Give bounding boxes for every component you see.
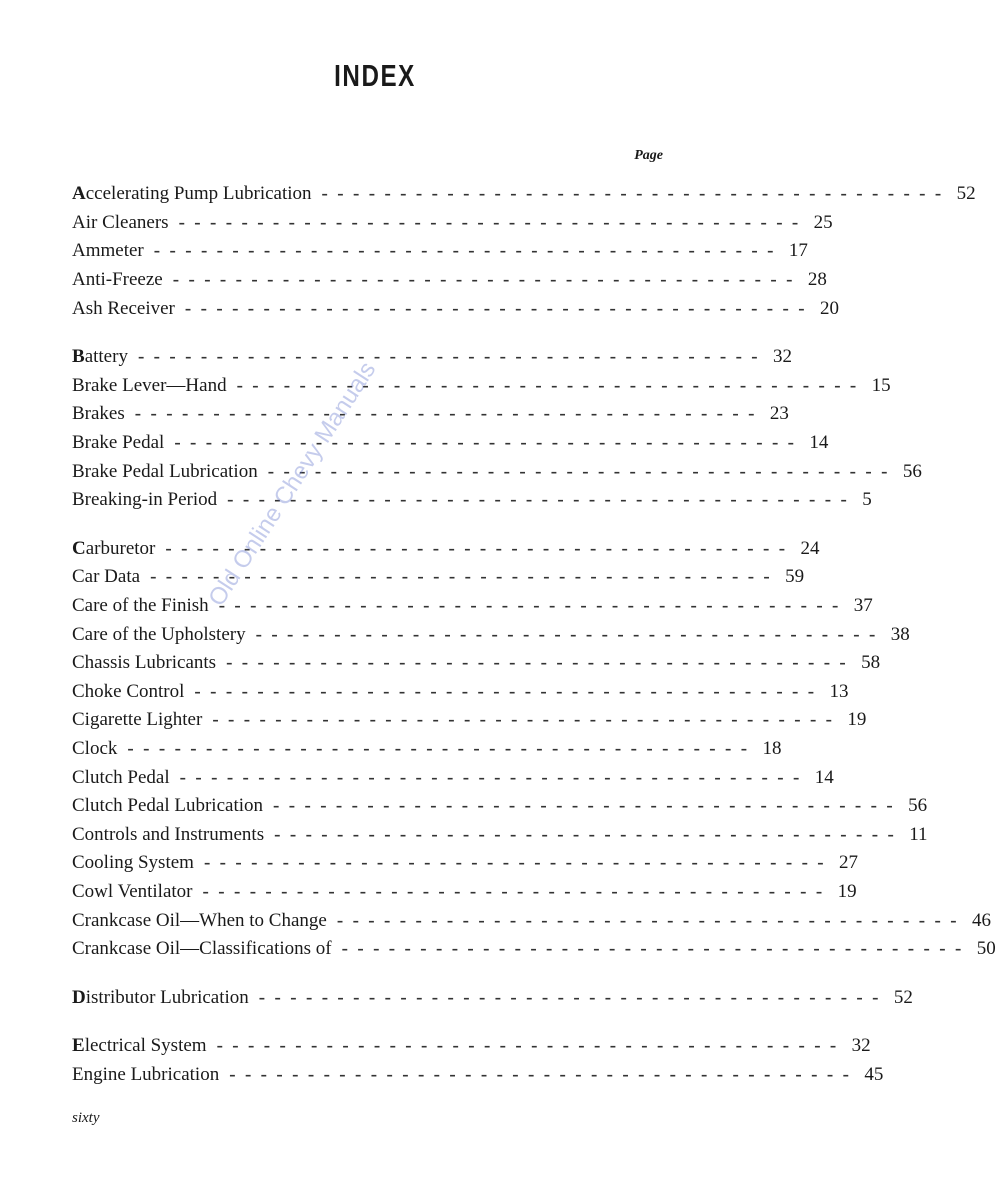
index-entry bbox=[72, 849, 859, 878]
entry-label: Carburetor bbox=[72, 537, 156, 559]
dot-leader: ---------------------------------------- bbox=[227, 489, 857, 511]
entry-label: Cooling System bbox=[72, 852, 194, 874]
index-entry bbox=[72, 457, 922, 486]
index-entry bbox=[72, 429, 829, 458]
page-column-header: Page bbox=[634, 148, 663, 163]
watermark: Old Online Chevy Manuals bbox=[203, 356, 382, 612]
dot-leader: ---------------------------------------- bbox=[255, 623, 885, 645]
index-entry bbox=[72, 266, 827, 295]
entry-label: Ammeter bbox=[72, 240, 144, 262]
dot-leader: ---------------------------------------- bbox=[137, 346, 768, 368]
entry-label: Choke Control bbox=[72, 680, 185, 702]
dot-leader: ---------------------------------------- bbox=[202, 880, 832, 902]
entry-page: 20 bbox=[819, 297, 839, 319]
entry-page: 38 bbox=[890, 623, 910, 645]
index-entry bbox=[72, 209, 833, 238]
entry-page: 14 bbox=[809, 432, 829, 454]
index-entry bbox=[72, 400, 789, 429]
index-entry bbox=[72, 180, 976, 209]
index-entry bbox=[72, 649, 881, 678]
index-entry bbox=[72, 735, 782, 764]
entry-label: Brake Pedal bbox=[72, 432, 165, 454]
entry-page: 15 bbox=[871, 374, 891, 396]
entry-label: Crankcase Oil—When to Change bbox=[72, 909, 327, 931]
entry-page: 27 bbox=[839, 852, 859, 874]
dot-leader: ---------------------------------------- bbox=[321, 183, 951, 205]
entry-label: Air Cleaners bbox=[72, 211, 169, 233]
entry-label: Battery bbox=[72, 346, 128, 368]
entry-label: Brakes bbox=[72, 403, 125, 425]
entry-page: 32 bbox=[851, 1035, 871, 1057]
index-entry bbox=[72, 563, 805, 592]
index-entry bbox=[72, 820, 928, 849]
index-entry bbox=[72, 1061, 884, 1090]
entry-label: Cowl Ventilator bbox=[72, 880, 193, 902]
entry-label: Clutch Pedal bbox=[72, 766, 170, 788]
dot-leader: ---------------------------------------- bbox=[258, 986, 888, 1008]
dot-leader: ---------------------------------------- bbox=[179, 766, 809, 788]
entry-label: Care of the Finish bbox=[72, 595, 209, 617]
entry-label: Breaking-in Period bbox=[72, 489, 218, 511]
page-title: INDEX bbox=[334, 58, 416, 93]
dot-leader: ---------------------------------------- bbox=[229, 1063, 859, 1085]
entry-page: 37 bbox=[853, 595, 873, 617]
entry-page: 25 bbox=[813, 211, 833, 233]
entry-page: 46 bbox=[971, 909, 991, 931]
dot-leader: ---------------------------------------- bbox=[236, 374, 866, 396]
dot-leader: ---------------------------------------- bbox=[216, 1035, 846, 1057]
index-entry bbox=[72, 935, 996, 964]
entry-label: Clock bbox=[72, 737, 118, 759]
entry-page: 59 bbox=[785, 566, 805, 588]
index-list bbox=[72, 180, 996, 1109]
dot-leader: ---------------------------------------- bbox=[178, 211, 808, 233]
dot-leader: ---------------------------------------- bbox=[212, 709, 842, 731]
entry-page: 19 bbox=[837, 880, 857, 902]
entry-page: 23 bbox=[769, 403, 789, 425]
entry-page: 56 bbox=[908, 795, 928, 817]
index-entry bbox=[72, 792, 928, 821]
index-entry bbox=[72, 906, 991, 935]
index-group bbox=[72, 1032, 884, 1089]
index-entry bbox=[72, 1032, 871, 1061]
entry-page: 45 bbox=[864, 1063, 884, 1085]
entry-page: 17 bbox=[788, 240, 808, 262]
dot-leader: ---------------------------------------- bbox=[226, 652, 856, 674]
dot-leader: ---------------------------------------- bbox=[134, 403, 764, 425]
page-number-footer: sixty bbox=[72, 1110, 100, 1126]
index-entry bbox=[72, 706, 867, 735]
dot-leader: ---------------------------------------- bbox=[218, 595, 848, 617]
entry-label: Electrical System bbox=[72, 1035, 207, 1057]
index-entry bbox=[72, 592, 873, 621]
entry-page: 32 bbox=[773, 346, 793, 368]
dot-leader: ---------------------------------------- bbox=[165, 537, 795, 559]
entry-page: 52 bbox=[956, 183, 976, 205]
dot-leader: ---------------------------------------- bbox=[153, 240, 783, 262]
dot-leader: ---------------------------------------- bbox=[127, 737, 757, 759]
entry-page: 5 bbox=[862, 489, 872, 511]
dot-leader: ---------------------------------------- bbox=[341, 938, 971, 960]
entry-label: Anti-Freeze bbox=[72, 269, 163, 291]
entry-page: 14 bbox=[814, 766, 834, 788]
dot-leader: ---------------------------------------- bbox=[172, 269, 802, 291]
entry-page: 18 bbox=[762, 737, 782, 759]
dot-leader: ---------------------------------------- bbox=[194, 680, 824, 702]
entry-label: Chassis Lubricants bbox=[72, 652, 217, 674]
index-entry bbox=[72, 486, 872, 515]
entry-page: 11 bbox=[909, 823, 928, 845]
index-entry bbox=[72, 678, 849, 707]
entry-label: Controls and Instruments bbox=[72, 823, 265, 845]
entry-page: 52 bbox=[893, 986, 913, 1008]
entry-label: Engine Lubrication bbox=[72, 1063, 220, 1085]
index-group bbox=[72, 535, 996, 964]
entry-page: 56 bbox=[902, 460, 922, 482]
entry-label: Care of the Upholstery bbox=[72, 623, 246, 645]
index-entry bbox=[72, 763, 834, 792]
index-entry bbox=[72, 878, 857, 907]
entry-label: Cigarette Lighter bbox=[72, 709, 203, 731]
entry-label: Ash Receiver bbox=[72, 297, 175, 319]
entry-label: Distributor Lubrication bbox=[72, 986, 249, 1008]
entry-page: 19 bbox=[847, 709, 867, 731]
dot-leader: ---------------------------------------- bbox=[150, 566, 780, 588]
dot-leader: ---------------------------------------- bbox=[336, 909, 966, 931]
index-entry bbox=[72, 620, 910, 649]
dot-leader: ---------------------------------------- bbox=[174, 432, 804, 454]
entry-label: Brake Lever—Hand bbox=[72, 374, 227, 396]
entry-label: Crankcase Oil—Classifications of bbox=[72, 938, 332, 960]
index-group bbox=[72, 983, 913, 1012]
index-entry bbox=[72, 237, 808, 266]
dot-leader: ---------------------------------------- bbox=[184, 297, 814, 319]
index-entry bbox=[72, 983, 913, 1012]
entry-page: 13 bbox=[829, 680, 849, 702]
dot-leader: ---------------------------------------- bbox=[267, 460, 897, 482]
index-group bbox=[72, 180, 976, 323]
entry-page: 24 bbox=[800, 537, 820, 559]
dot-leader: ---------------------------------------- bbox=[273, 795, 903, 817]
entry-label: Clutch Pedal Lubrication bbox=[72, 795, 264, 817]
entry-label: Brake Pedal Lubrication bbox=[72, 460, 258, 482]
dot-leader: ---------------------------------------- bbox=[203, 852, 834, 874]
entry-label: Car Data bbox=[72, 566, 141, 588]
entry-page: 50 bbox=[976, 938, 996, 960]
dot-leader: ---------------------------------------- bbox=[274, 823, 904, 845]
entry-page: 28 bbox=[807, 269, 827, 291]
entry-page: 58 bbox=[861, 652, 881, 674]
entry-label: Accelerating Pump Lubrication bbox=[72, 183, 312, 205]
index-entry bbox=[72, 535, 820, 564]
index-entry bbox=[72, 294, 839, 323]
